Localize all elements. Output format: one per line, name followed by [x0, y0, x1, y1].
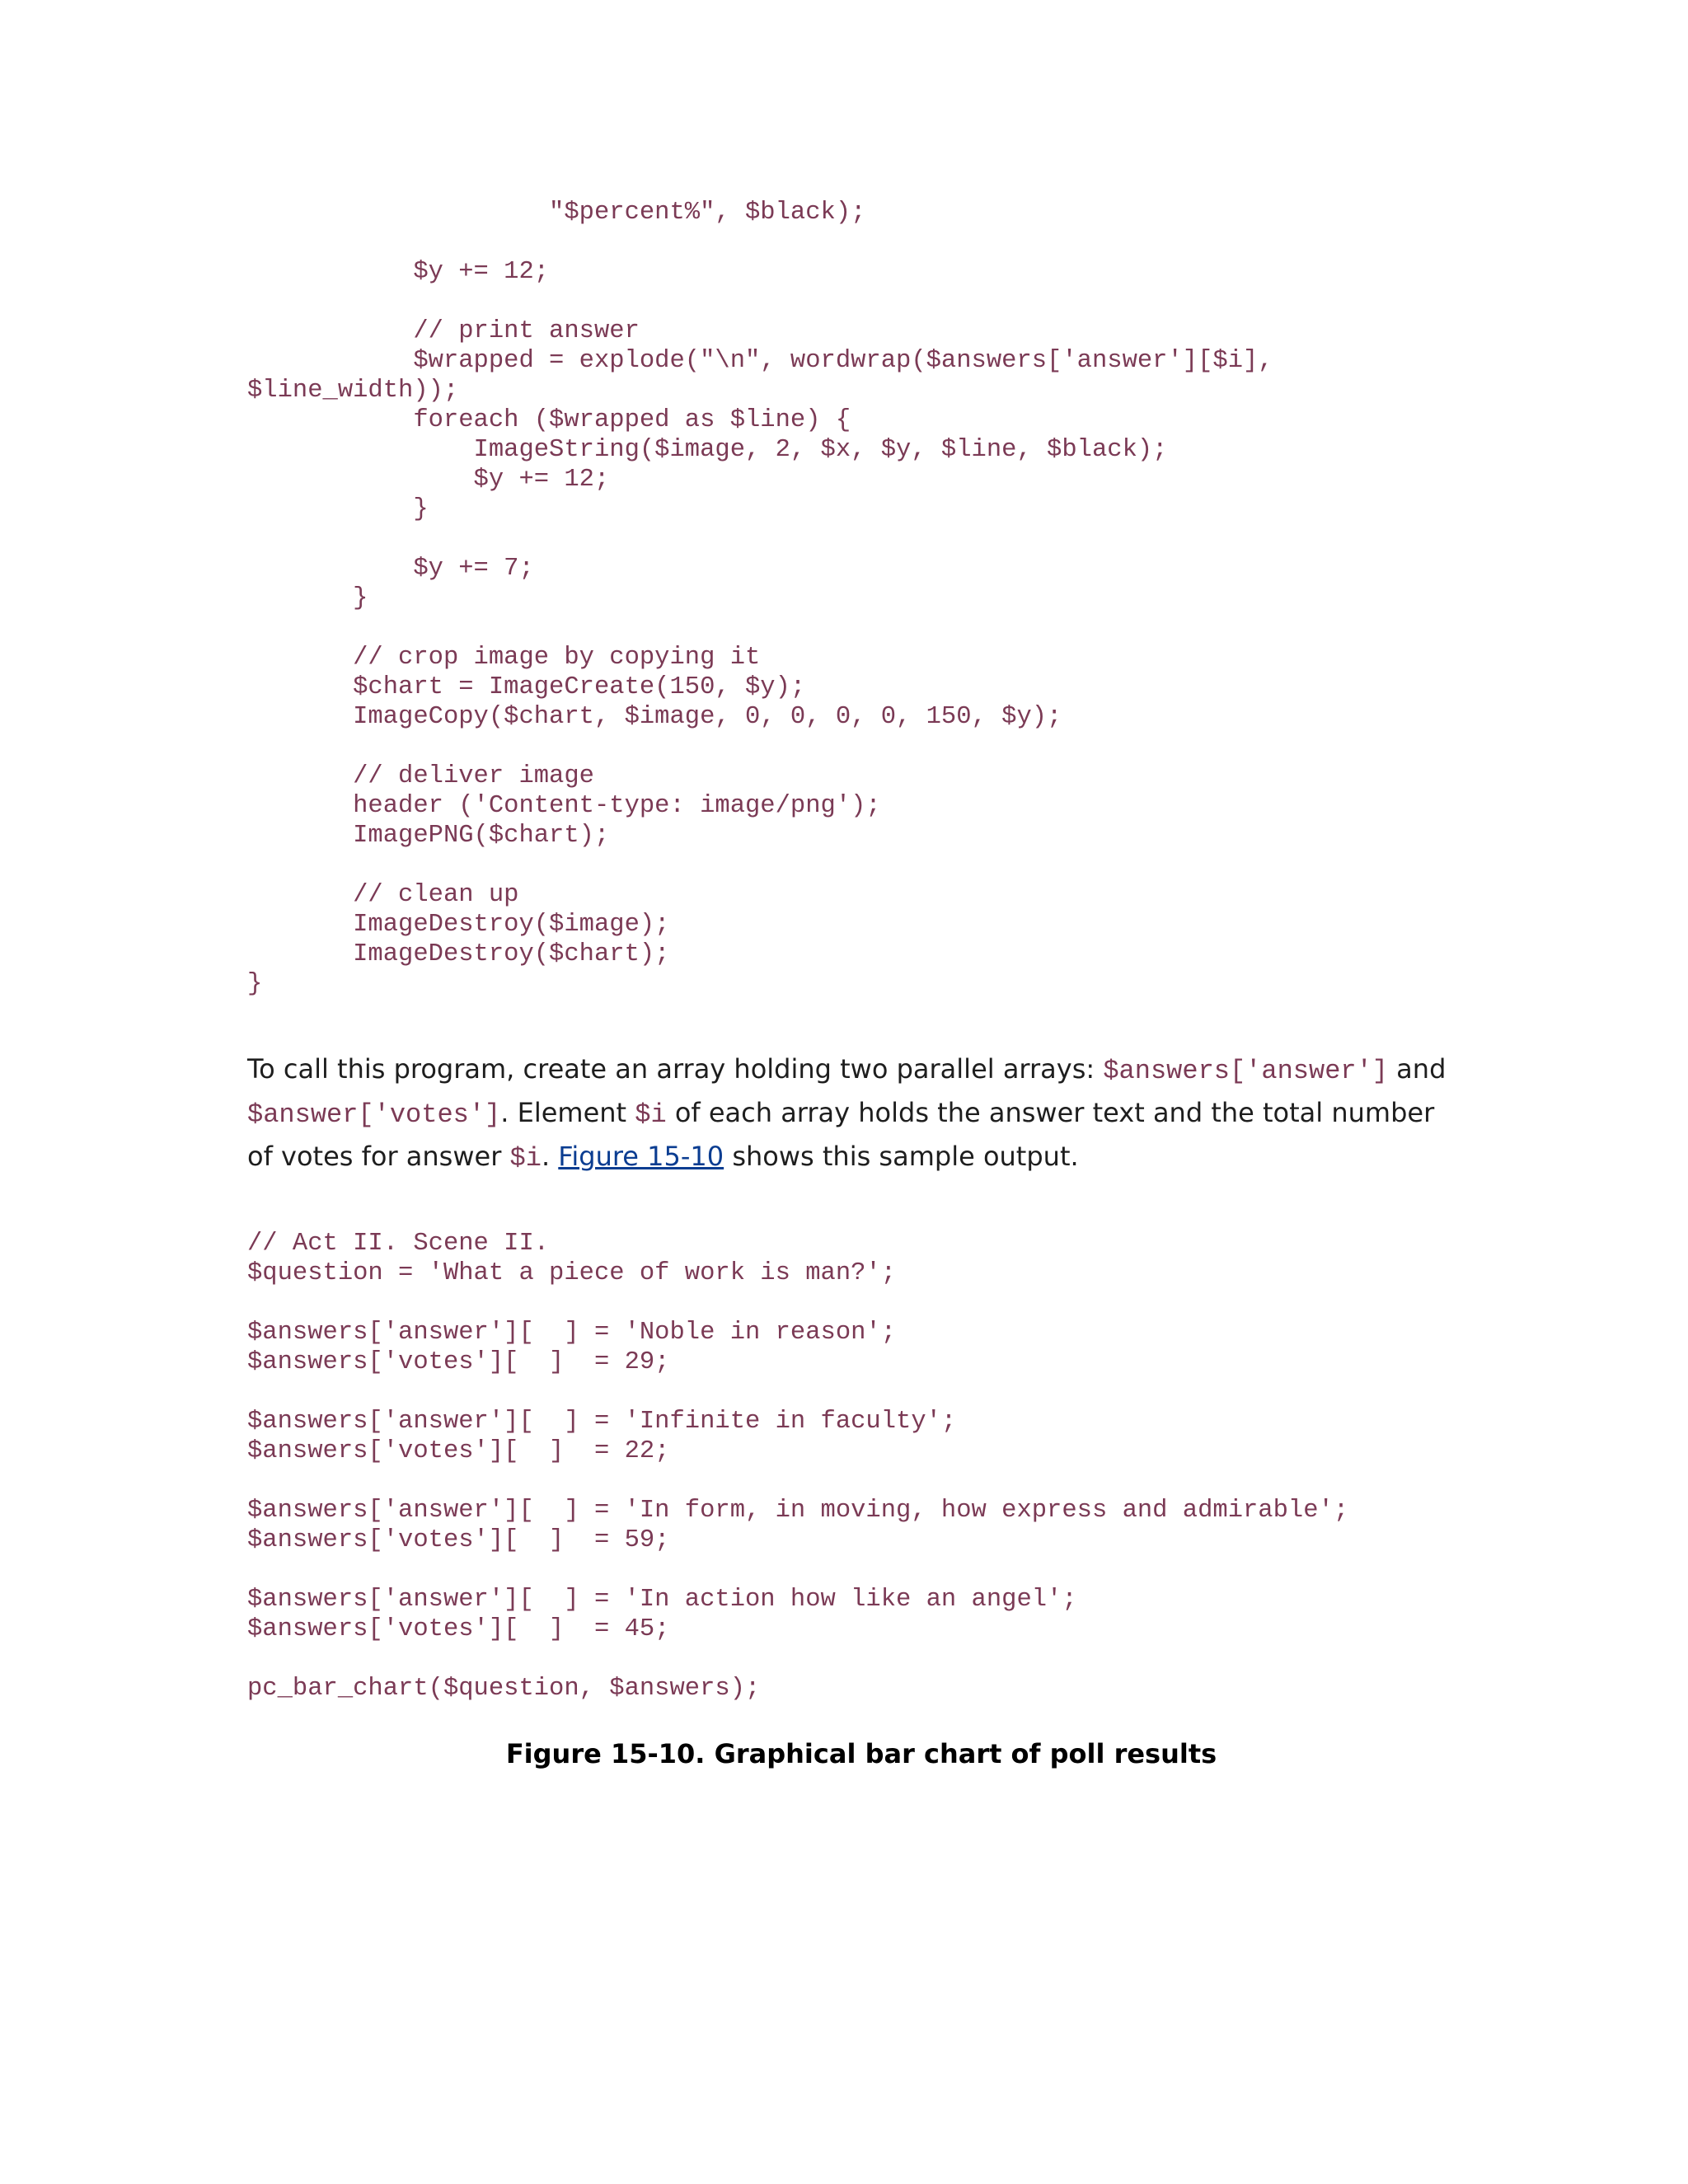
code-line: } [247, 495, 429, 523]
code-line [247, 1377, 1442, 1407]
code-line: $chart = ImageCreate(150, $y); [247, 673, 806, 701]
figure-caption: Figure 15-10. Graphical bar chart of poll results [505, 1738, 1217, 1769]
code-line: // clean up [247, 881, 519, 909]
code-line: ImageDestroy($image); [247, 911, 670, 939]
code-line: $y += 12; [247, 258, 550, 286]
code-line: "$percent%", $black); [247, 199, 866, 227]
figure-15-10-link[interactable]: Figure 15-10 [558, 1141, 724, 1172]
document-page [247, 188, 1447, 1769]
code-line: ImageDestroy($chart); [247, 940, 670, 968]
code-line: header ('Content-type: image/png'); [247, 792, 881, 820]
code-line: ImageString($image, 2, $x, $y, $line, $black); [247, 436, 1168, 464]
code-line: $line_width)); [247, 377, 459, 405]
code-line: // print answer [247, 317, 640, 345]
code-line [247, 1288, 1442, 1318]
code-line: $y += 7; [247, 555, 534, 583]
code-line: } [247, 970, 263, 998]
code-line: foreach ($wrapped as $line) { [247, 406, 851, 434]
code-line [247, 851, 1442, 880]
code-line: $answers['votes'][ ] = 59; [247, 1526, 670, 1554]
code-line: $answers['answer'][ ] = 'In form, in moving, how express and admirable'; [247, 1497, 1349, 1525]
code-line [247, 1644, 1442, 1674]
code-line: } [247, 584, 368, 612]
code-line: $wrapped = explode("\n", wordwrap($answers['answer'][$i], [247, 347, 1273, 375]
code-line [247, 1555, 1442, 1585]
code-line: $question = 'What a piece of work is man?'; [247, 1259, 897, 1287]
para-text-2: and [1388, 1053, 1447, 1085]
code-line [247, 287, 1442, 316]
para-text-5: . [541, 1141, 559, 1172]
code-line: $answers['votes'][ ] = 29; [247, 1348, 670, 1376]
code-line [247, 524, 1442, 554]
code-line: pc_bar_chart($question, $answers); [247, 1675, 761, 1703]
code-line: $answers['answer'][ ] = 'Noble in reason'; [247, 1319, 897, 1347]
code-line [247, 1466, 1442, 1496]
code-line: $y += 12; [247, 466, 610, 494]
code-line: $answers['votes'][ ] = 45; [247, 1615, 670, 1643]
para-text-3: . Element [500, 1097, 635, 1128]
code-line [247, 613, 1442, 643]
code-line [247, 732, 1442, 762]
code-block-function-end [247, 198, 1442, 999]
code-line: $answers['votes'][ ] = 22; [247, 1437, 670, 1465]
code-answer-votes: $answer['votes'] [247, 1099, 501, 1130]
para-text-1: To call this program, create an array holding two parallel arrays: [247, 1053, 1104, 1085]
code-line: // deliver image [247, 762, 594, 790]
code-line: // Act II. Scene II. [247, 1230, 550, 1258]
code-line: ImageCopy($chart, $image, 0, 0, 0, 0, 150, $y); [247, 703, 1062, 731]
code-line: $answers['answer'][ ] = 'In action how like an angel'; [247, 1586, 1077, 1614]
code-i-2: $i [509, 1143, 542, 1174]
code-line [247, 227, 1442, 257]
para-text-6: shows this sample output. [724, 1141, 1079, 1172]
code-line: // crop image by copying it [247, 644, 761, 672]
explanation-paragraph [247, 1048, 1451, 1179]
code-line: ImagePNG($chart); [247, 822, 610, 850]
para-text-4: of each array holds the answer text and the total number of votes for answer [247, 1097, 1435, 1172]
code-block-sample-usage [247, 1229, 1442, 1704]
code-line: $answers['answer'][ ] = 'Infinite in faculty'; [247, 1408, 957, 1436]
code-i-1: $i [635, 1099, 667, 1130]
code-answers-answer: $answers['answer'] [1103, 1056, 1388, 1086]
